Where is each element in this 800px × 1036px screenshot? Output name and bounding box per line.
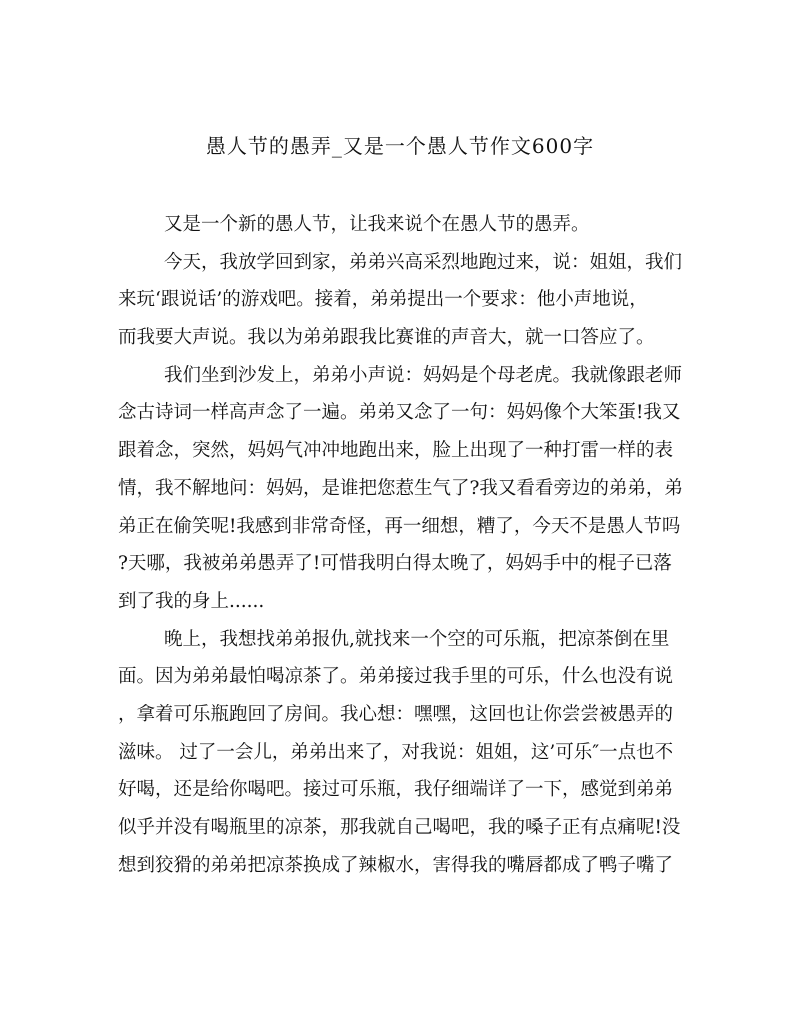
paragraph-4-line-6: 似乎并没有喝瓶里的凉茶，那我就自己喝吧，我的嗓子正有点痛呢!没 <box>118 817 681 838</box>
paragraph-3-line-1: 我们坐到沙发上，弟弟小声说：妈妈是个母老虎。我就像跟老师 <box>164 364 683 386</box>
paragraph-3-line-6: ?天哪，我被弟弟愚弄了!可惜我明白得太晚了，妈妈手中的棍子已落 <box>118 553 672 575</box>
paragraph-4-line-3: ，拿着可乐瓶跑回了房间。我心想：嘿嘿，这回也让你尝尝被愚弄的 <box>118 703 674 725</box>
paragraph-3-line-3: 跟着念，突然，妈妈气冲冲地跑出来，脸上出现了一种打雷一样的表 <box>118 440 674 462</box>
paragraph-2-line-3: 而我要大声说。我以为弟弟跟我比赛谁的声音大，就一口答应了。 <box>118 327 655 349</box>
paragraph-4-line-1: 晚上，我想找弟弟报仇,就找来一个空的可乐瓶，把凉茶倒在里 <box>164 628 670 650</box>
paragraph-3-line-7: 到了我的身上...... <box>118 590 265 612</box>
paragraph-4-line-4: 滋味。 过了一会儿，弟弟出来了，对我说：姐姐，这’可乐″一点也不 <box>118 741 674 763</box>
document-title: 愚人节的愚弄_又是一个愚人节作文600字 <box>205 134 595 158</box>
paragraph-4-line-2: 面。因为弟弟最怕喝凉茶了。弟弟接过我手里的可乐，什么也没有说 <box>118 666 674 688</box>
document-body <box>118 206 690 884</box>
paragraph-3-line-5: 弟正在偷笑呢!我感到非常奇怪，再一细想，糟了，今天不是愚人节吗 <box>118 515 681 537</box>
paragraph-3-line-4: 情，我不解地问：妈妈，是谁把您惹生气了?我又看看旁边的弟弟，弟 <box>118 477 683 499</box>
paragraph-4-line-5: 好喝，还是给你喝吧。接过可乐瓶，我仔细端详了一下，感觉到弟弟 <box>118 779 674 801</box>
paragraph-4-line-7: 想到狡猾的弟弟把凉茶换成了辣椒水，害得我的嘴唇都成了鸭子嘴了 <box>118 854 674 876</box>
paragraph-1-line-1: 又是一个新的愚人节，让我来说个在愚人节的愚弄。 <box>164 214 590 235</box>
paragraph-2-line-2: 来玩‘跟说话’的游戏吧。接着，弟弟提出一个要求：他小声地说， <box>118 289 648 311</box>
paragraph-2-line-1: 今天，我放学回到家，弟弟兴高采烈地跑过来，说：姐姐，我们 <box>164 251 683 273</box>
paragraph-3-line-2: 念古诗词一样高声念了一遍。弟弟又念了一句：妈妈像个大笨蛋!我又 <box>118 402 681 424</box>
